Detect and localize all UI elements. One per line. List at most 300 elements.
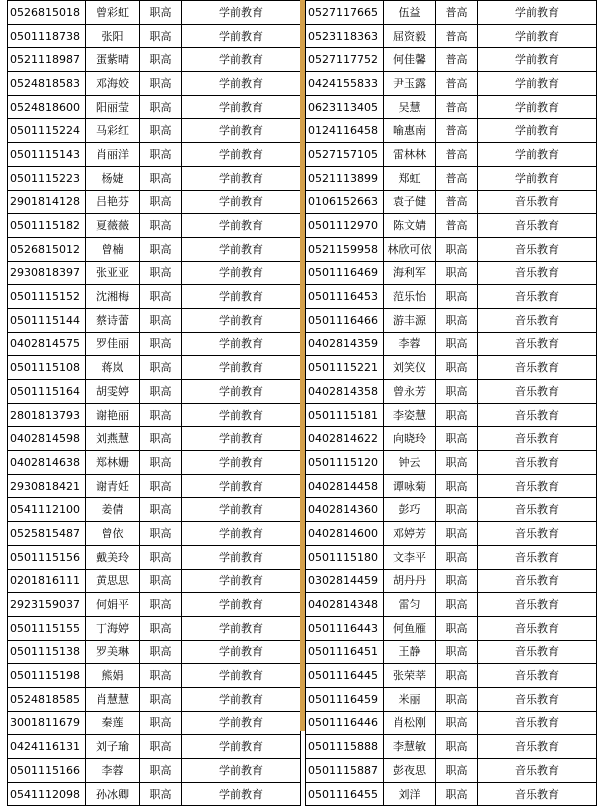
student-id-cell: 0402814360 <box>306 498 384 522</box>
major-cell: 学前教育 <box>182 190 301 214</box>
student-name-cell: 夏薇薇 <box>86 214 140 238</box>
student-id-cell: 0424155833 <box>306 72 384 96</box>
table-row <box>8 72 301 96</box>
table-row <box>8 616 301 640</box>
major-cell: 学前教育 <box>182 119 301 143</box>
school-type-cell: 职高 <box>436 474 478 498</box>
student-id-cell: 0524818585 <box>8 687 86 711</box>
school-type-cell: 职高 <box>436 498 478 522</box>
table-row <box>8 759 301 783</box>
major-cell: 学前教育 <box>478 95 597 119</box>
student-name-cell: 雷林林 <box>384 143 436 167</box>
school-type-cell: 职高 <box>140 427 182 451</box>
student-name-cell: 陈文婧 <box>384 214 436 238</box>
student-id-cell: 0521118987 <box>8 48 86 72</box>
table-row <box>8 711 301 735</box>
major-cell: 学前教育 <box>182 569 301 593</box>
school-type-cell: 职高 <box>140 593 182 617</box>
major-cell: 学前教育 <box>182 451 301 475</box>
school-type-cell: 职高 <box>436 380 478 404</box>
school-type-cell: 职高 <box>140 356 182 380</box>
student-id-cell: 0402814358 <box>306 380 384 404</box>
major-cell: 学前教育 <box>182 782 301 806</box>
table-row <box>306 95 597 119</box>
student-name-cell: 何佳馨 <box>384 48 436 72</box>
major-cell: 学前教育 <box>182 759 301 783</box>
student-id-cell: 2930818421 <box>8 474 86 498</box>
major-cell: 学前教育 <box>182 498 301 522</box>
student-name-cell: 何娟平 <box>86 593 140 617</box>
student-name-cell: 屈资毅 <box>384 24 436 48</box>
student-name-cell: 胡雯婷 <box>86 380 140 404</box>
major-cell: 学前教育 <box>182 1 301 25</box>
student-id-cell: 0501115888 <box>306 735 384 759</box>
school-type-cell: 职高 <box>140 640 182 664</box>
table-row <box>306 24 597 48</box>
table-row <box>8 48 301 72</box>
table-row <box>306 545 597 569</box>
major-cell: 学前教育 <box>478 143 597 167</box>
student-name-cell: 姜倩 <box>86 498 140 522</box>
student-name-cell: 熊娟 <box>86 664 140 688</box>
school-type-cell: 职高 <box>140 143 182 167</box>
school-type-cell: 职高 <box>140 735 182 759</box>
major-cell: 学前教育 <box>182 664 301 688</box>
major-cell: 学前教育 <box>182 735 301 759</box>
student-id-cell: 0501115221 <box>306 356 384 380</box>
major-cell: 音乐教育 <box>478 451 597 475</box>
school-type-cell: 职高 <box>140 687 182 711</box>
student-name-cell: 范乐怡 <box>384 285 436 309</box>
student-name-cell: 刘燕慧 <box>86 427 140 451</box>
table-row <box>306 166 597 190</box>
table-row <box>8 95 301 119</box>
major-cell: 音乐教育 <box>478 593 597 617</box>
student-id-cell: 0501116451 <box>306 640 384 664</box>
major-cell: 音乐教育 <box>478 356 597 380</box>
school-type-cell: 普高 <box>436 72 478 96</box>
major-cell: 学前教育 <box>182 687 301 711</box>
student-id-cell: 0201816111 <box>8 569 86 593</box>
roster-table-right <box>305 0 597 806</box>
student-id-cell: 0501115152 <box>8 285 86 309</box>
table-row <box>306 403 597 427</box>
major-cell: 学前教育 <box>478 1 597 25</box>
table-row <box>8 640 301 664</box>
table-row <box>306 214 597 238</box>
table-row <box>8 237 301 261</box>
major-cell: 学前教育 <box>182 95 301 119</box>
student-name-cell: 吕艳芬 <box>86 190 140 214</box>
major-cell: 音乐教育 <box>478 190 597 214</box>
student-id-cell: 0525815487 <box>8 522 86 546</box>
school-type-cell: 职高 <box>436 261 478 285</box>
major-cell: 音乐教育 <box>478 380 597 404</box>
major-cell: 音乐教育 <box>478 237 597 261</box>
major-cell: 学前教育 <box>182 308 301 332</box>
school-type-cell: 职高 <box>140 72 182 96</box>
table-row <box>306 332 597 356</box>
major-cell: 音乐教育 <box>478 759 597 783</box>
student-id-cell: 0501116466 <box>306 308 384 332</box>
table-row <box>306 687 597 711</box>
major-cell: 学前教育 <box>182 24 301 48</box>
student-name-cell: 向晓玲 <box>384 427 436 451</box>
school-type-cell: 职高 <box>436 664 478 688</box>
major-cell: 音乐教育 <box>478 427 597 451</box>
student-name-cell: 曾彩虹 <box>86 1 140 25</box>
major-cell: 音乐教育 <box>478 474 597 498</box>
student-name-cell: 沈湘梅 <box>86 285 140 309</box>
table-row <box>306 640 597 664</box>
student-name-cell: 杨婕 <box>86 166 140 190</box>
major-cell: 音乐教育 <box>478 214 597 238</box>
table-row <box>8 190 301 214</box>
major-cell: 学前教育 <box>182 166 301 190</box>
student-name-cell: 邓婷芳 <box>384 522 436 546</box>
school-type-cell: 职高 <box>436 545 478 569</box>
student-name-cell: 黄思思 <box>86 569 140 593</box>
student-name-cell: 张亚亚 <box>86 261 140 285</box>
table-row <box>306 522 597 546</box>
school-type-cell: 职高 <box>140 119 182 143</box>
major-cell: 音乐教育 <box>478 569 597 593</box>
student-name-cell: 林欣可依 <box>384 237 436 261</box>
table-row <box>306 451 597 475</box>
student-name-cell: 肖丽洋 <box>86 143 140 167</box>
major-cell: 学前教育 <box>182 616 301 640</box>
student-name-cell: 尹玉露 <box>384 72 436 96</box>
school-type-cell: 职高 <box>140 569 182 593</box>
school-type-cell: 职高 <box>436 569 478 593</box>
student-id-cell: 0524818600 <box>8 95 86 119</box>
table-row <box>306 569 597 593</box>
table-row <box>8 308 301 332</box>
student-id-cell: 0501116459 <box>306 687 384 711</box>
school-type-cell: 职高 <box>140 522 182 546</box>
major-cell: 学前教育 <box>478 48 597 72</box>
student-name-cell: 彭巧 <box>384 498 436 522</box>
student-id-cell: 0302814459 <box>306 569 384 593</box>
major-cell: 音乐教育 <box>478 332 597 356</box>
school-type-cell: 职高 <box>436 237 478 261</box>
table-row <box>8 1 301 25</box>
student-name-cell: 文李平 <box>384 545 436 569</box>
student-id-cell: 0501115223 <box>8 166 86 190</box>
student-name-cell: 游丰源 <box>384 308 436 332</box>
table-row <box>8 332 301 356</box>
student-id-cell: 0526815018 <box>8 1 86 25</box>
school-type-cell: 职高 <box>140 711 182 735</box>
school-type-cell: 普高 <box>436 48 478 72</box>
major-cell: 音乐教育 <box>478 522 597 546</box>
school-type-cell: 职高 <box>140 285 182 309</box>
table-row <box>8 782 301 806</box>
major-cell: 学前教育 <box>478 119 597 143</box>
sheet-left-margin <box>0 0 7 731</box>
major-cell: 学前教育 <box>182 285 301 309</box>
school-type-cell: 普高 <box>436 190 478 214</box>
student-id-cell: 0524818583 <box>8 72 86 96</box>
student-name-cell: 蛋紫晴 <box>86 48 140 72</box>
table-row <box>8 569 301 593</box>
table-row <box>306 711 597 735</box>
student-id-cell: 0124116458 <box>306 119 384 143</box>
school-type-cell: 职高 <box>140 214 182 238</box>
roster-table-right-body <box>306 1 597 806</box>
major-cell: 学前教育 <box>182 522 301 546</box>
table-row <box>306 782 597 806</box>
table-row <box>306 285 597 309</box>
student-name-cell: 蒋岚 <box>86 356 140 380</box>
student-name-cell: 马彩红 <box>86 119 140 143</box>
roster-table-left-body <box>8 1 301 806</box>
major-cell: 音乐教育 <box>478 616 597 640</box>
student-name-cell: 李姿慧 <box>384 403 436 427</box>
student-name-cell: 李慧敏 <box>384 735 436 759</box>
major-cell: 学前教育 <box>182 403 301 427</box>
major-cell: 音乐教育 <box>478 261 597 285</box>
major-cell: 音乐教育 <box>478 308 597 332</box>
student-name-cell: 秦莲 <box>86 711 140 735</box>
school-type-cell: 职高 <box>140 380 182 404</box>
student-id-cell: 0501116446 <box>306 711 384 735</box>
major-cell: 学前教育 <box>182 237 301 261</box>
student-id-cell: 0527117752 <box>306 48 384 72</box>
student-name-cell: 罗佳丽 <box>86 332 140 356</box>
school-type-cell: 职高 <box>140 616 182 640</box>
school-type-cell: 职高 <box>140 190 182 214</box>
school-type-cell: 职高 <box>436 711 478 735</box>
student-id-cell: 0402814348 <box>306 593 384 617</box>
student-id-cell: 2923159037 <box>8 593 86 617</box>
major-cell: 学前教育 <box>182 474 301 498</box>
student-id-cell: 0402814638 <box>8 451 86 475</box>
school-type-cell: 职高 <box>436 759 478 783</box>
school-type-cell: 职高 <box>436 403 478 427</box>
school-type-cell: 职高 <box>436 308 478 332</box>
major-cell: 学前教育 <box>478 24 597 48</box>
table-row <box>306 380 597 404</box>
student-id-cell: 0501115156 <box>8 545 86 569</box>
student-name-cell: 张荣莘 <box>384 664 436 688</box>
student-name-cell: 肖慧慧 <box>86 687 140 711</box>
student-id-cell: 0501115181 <box>306 403 384 427</box>
student-id-cell: 0526815012 <box>8 237 86 261</box>
student-name-cell: 吴慧 <box>384 95 436 119</box>
major-cell: 音乐教育 <box>478 664 597 688</box>
student-name-cell: 刘子瑜 <box>86 735 140 759</box>
school-type-cell: 职高 <box>436 285 478 309</box>
student-id-cell: 0521113899 <box>306 166 384 190</box>
student-name-cell: 孙冰卿 <box>86 782 140 806</box>
school-type-cell: 职高 <box>140 308 182 332</box>
student-name-cell: 刘笑仪 <box>384 356 436 380</box>
major-cell: 音乐教育 <box>478 545 597 569</box>
major-cell: 学前教育 <box>478 166 597 190</box>
student-name-cell: 曾楠 <box>86 237 140 261</box>
table-row <box>8 119 301 143</box>
major-cell: 音乐教育 <box>478 498 597 522</box>
student-id-cell: 2930818397 <box>8 261 86 285</box>
school-type-cell: 职高 <box>140 24 182 48</box>
major-cell: 音乐教育 <box>478 285 597 309</box>
school-type-cell: 普高 <box>436 95 478 119</box>
school-type-cell: 职高 <box>140 474 182 498</box>
student-id-cell: 0501115164 <box>8 380 86 404</box>
student-id-cell: 0402814359 <box>306 332 384 356</box>
student-name-cell: 谢青妊 <box>86 474 140 498</box>
table-row <box>306 664 597 688</box>
table-row <box>306 498 597 522</box>
student-name-cell: 雷匀 <box>384 593 436 617</box>
school-type-cell: 职高 <box>436 427 478 451</box>
major-cell: 音乐教育 <box>478 782 597 806</box>
student-name-cell: 戴美玲 <box>86 545 140 569</box>
student-id-cell: 2901814128 <box>8 190 86 214</box>
student-name-cell: 曾永芳 <box>384 380 436 404</box>
student-id-cell: 0501115138 <box>8 640 86 664</box>
school-type-cell: 职高 <box>140 166 182 190</box>
table-row <box>8 593 301 617</box>
major-cell: 学前教育 <box>182 593 301 617</box>
student-name-cell: 胡丹丹 <box>384 569 436 593</box>
student-id-cell: 0501116453 <box>306 285 384 309</box>
school-type-cell: 职高 <box>140 237 182 261</box>
school-type-cell: 职高 <box>140 1 182 25</box>
school-type-cell: 职高 <box>436 616 478 640</box>
school-type-cell: 职高 <box>140 95 182 119</box>
table-row <box>8 261 301 285</box>
major-cell: 音乐教育 <box>478 403 597 427</box>
student-name-cell: 肖松刚 <box>384 711 436 735</box>
table-row <box>306 356 597 380</box>
student-name-cell: 刘洋 <box>384 782 436 806</box>
major-cell: 学前教育 <box>478 72 597 96</box>
school-type-cell: 职高 <box>436 451 478 475</box>
table-row <box>306 261 597 285</box>
school-type-cell: 职高 <box>436 522 478 546</box>
table-row <box>8 214 301 238</box>
student-id-cell: 0501115182 <box>8 214 86 238</box>
student-id-cell: 0402814458 <box>306 474 384 498</box>
school-type-cell: 职高 <box>140 451 182 475</box>
table-row <box>306 48 597 72</box>
student-id-cell: 0501115155 <box>8 616 86 640</box>
table-row <box>306 735 597 759</box>
student-name-cell: 何鱼雁 <box>384 616 436 640</box>
student-id-cell: 0541112100 <box>8 498 86 522</box>
student-id-cell: 0541112098 <box>8 782 86 806</box>
table-row <box>8 143 301 167</box>
school-type-cell: 职高 <box>436 332 478 356</box>
major-cell: 音乐教育 <box>478 711 597 735</box>
major-cell: 学前教育 <box>182 427 301 451</box>
school-type-cell: 职高 <box>140 332 182 356</box>
major-cell: 音乐教育 <box>478 687 597 711</box>
table-row <box>306 308 597 332</box>
major-cell: 学前教育 <box>182 143 301 167</box>
table-row <box>306 427 597 451</box>
student-id-cell: 0501116445 <box>306 664 384 688</box>
student-id-cell: 0501115224 <box>8 119 86 143</box>
student-id-cell: 0501115120 <box>306 451 384 475</box>
table-row <box>8 664 301 688</box>
student-id-cell: 0623113405 <box>306 95 384 119</box>
student-name-cell: 伍益 <box>384 1 436 25</box>
table-row <box>8 474 301 498</box>
table-row <box>306 1 597 25</box>
school-type-cell: 职高 <box>436 687 478 711</box>
table-row <box>8 24 301 48</box>
student-id-cell: 0402814622 <box>306 427 384 451</box>
student-name-cell: 丁海婷 <box>86 616 140 640</box>
major-cell: 学前教育 <box>182 640 301 664</box>
student-id-cell: 0501115887 <box>306 759 384 783</box>
school-type-cell: 普高 <box>436 1 478 25</box>
table-row <box>306 190 597 214</box>
table-row <box>306 616 597 640</box>
school-type-cell: 普高 <box>436 119 478 143</box>
student-id-cell: 0501118738 <box>8 24 86 48</box>
student-id-cell: 0501116455 <box>306 782 384 806</box>
table-row <box>8 285 301 309</box>
student-id-cell: 0501116443 <box>306 616 384 640</box>
table-row <box>306 72 597 96</box>
school-type-cell: 职高 <box>140 48 182 72</box>
student-id-cell: 0523118363 <box>306 24 384 48</box>
student-id-cell: 2801813793 <box>8 403 86 427</box>
school-type-cell: 普高 <box>436 24 478 48</box>
student-id-cell: 0501115198 <box>8 664 86 688</box>
student-name-cell: 谭咏菊 <box>384 474 436 498</box>
table-row <box>306 474 597 498</box>
student-id-cell: 0521159958 <box>306 237 384 261</box>
table-row <box>8 380 301 404</box>
school-type-cell: 职高 <box>140 261 182 285</box>
student-id-cell: 0402814575 <box>8 332 86 356</box>
major-cell: 学前教育 <box>182 711 301 735</box>
student-id-cell: 0501112970 <box>306 214 384 238</box>
table-row <box>8 427 301 451</box>
student-id-cell: 0527157105 <box>306 143 384 167</box>
table-row <box>306 143 597 167</box>
student-name-cell: 米丽 <box>384 687 436 711</box>
student-id-cell: 3001811679 <box>8 711 86 735</box>
major-cell: 学前教育 <box>182 72 301 96</box>
student-name-cell: 郑林姗 <box>86 451 140 475</box>
student-name-cell: 李蓉 <box>384 332 436 356</box>
school-type-cell: 职高 <box>436 782 478 806</box>
school-type-cell: 普高 <box>436 214 478 238</box>
student-id-cell: 0501115143 <box>8 143 86 167</box>
major-cell: 学前教育 <box>182 214 301 238</box>
major-cell: 学前教育 <box>182 332 301 356</box>
school-type-cell: 职高 <box>140 664 182 688</box>
student-id-cell: 0501115180 <box>306 545 384 569</box>
school-type-cell: 职高 <box>140 782 182 806</box>
student-id-cell: 0501115108 <box>8 356 86 380</box>
student-name-cell: 郑虹 <box>384 166 436 190</box>
student-name-cell: 海利军 <box>384 261 436 285</box>
school-type-cell: 职高 <box>140 498 182 522</box>
school-type-cell: 普高 <box>436 166 478 190</box>
major-cell: 学前教育 <box>182 545 301 569</box>
student-id-cell: 0402814600 <box>306 522 384 546</box>
school-type-cell: 职高 <box>436 735 478 759</box>
student-name-cell: 钟云 <box>384 451 436 475</box>
major-cell: 学前教育 <box>182 48 301 72</box>
